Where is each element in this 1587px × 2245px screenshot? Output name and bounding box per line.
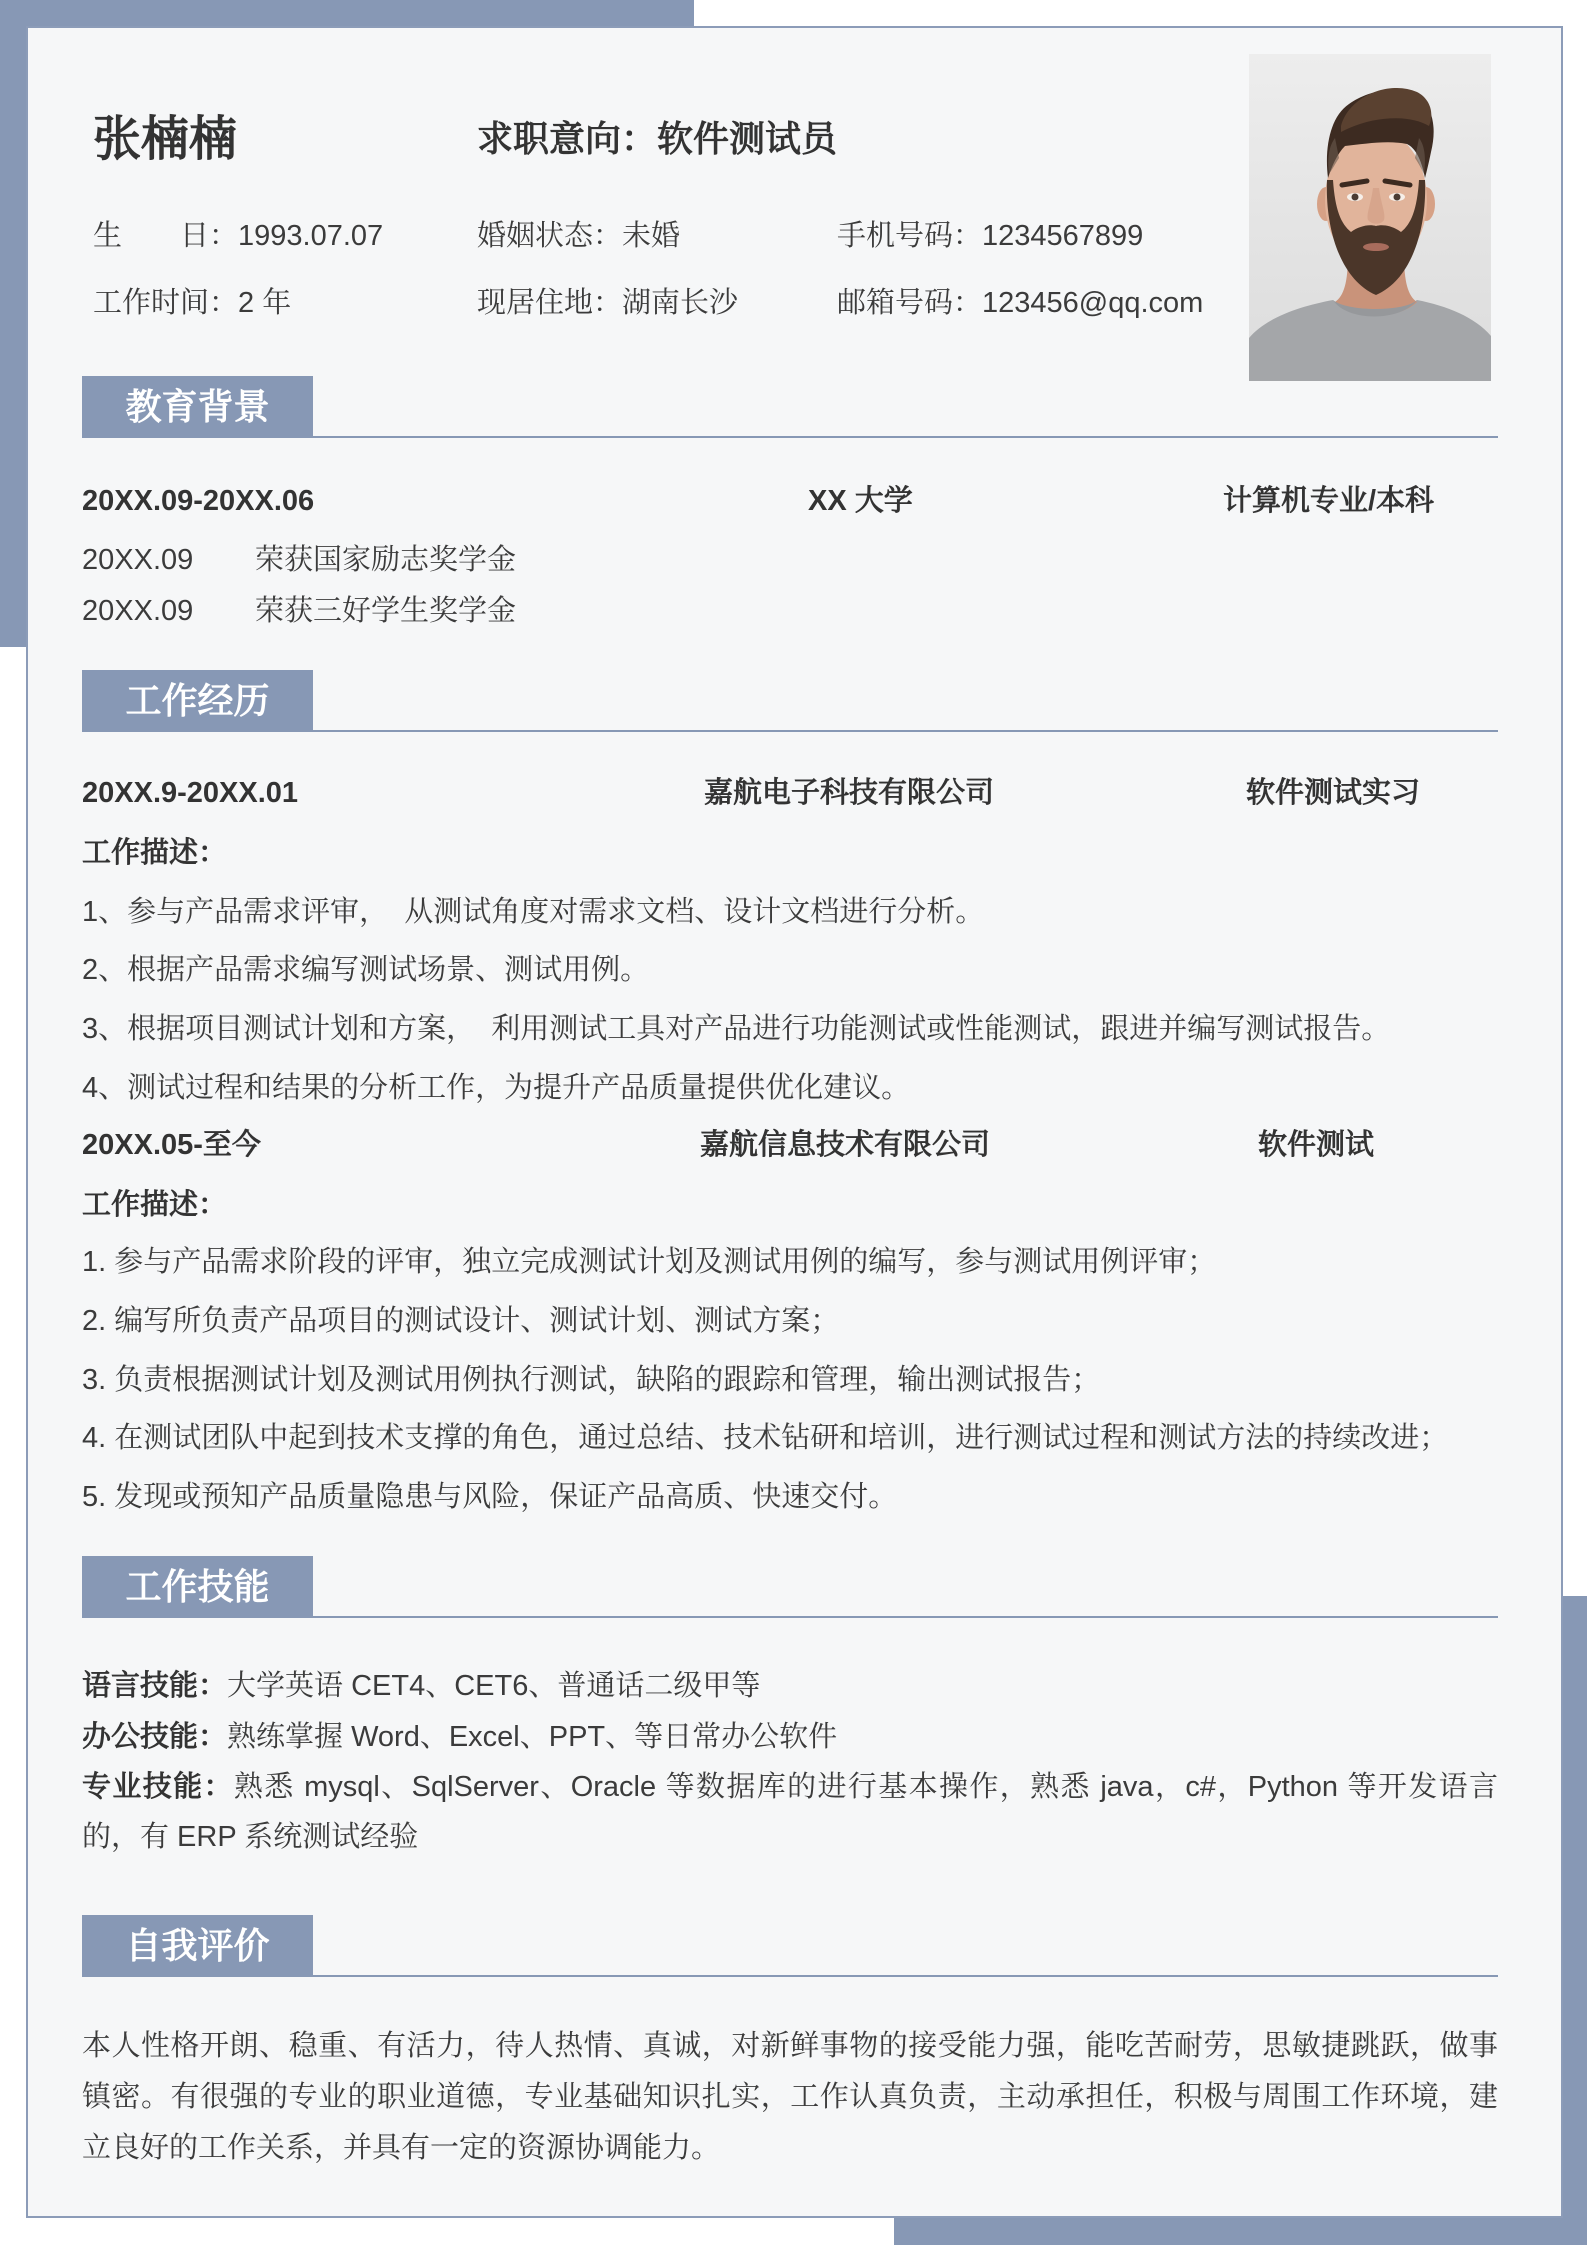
job-duty-item: 2、根据产品需求编写测试场景、测试用例。 bbox=[82, 954, 650, 986]
location-field bbox=[477, 283, 738, 323]
mouth bbox=[1363, 243, 1389, 251]
self-evaluation-text: 本人性格开朗、稳重、有活力，待人热情、真诚，对新鲜事物的接受能力强，能吃苦耐劳，思敏捷跳跃，做事镇密。有很强的专业的职业道德，专业基础知识扎实，工作认真负责，主动承担任，积极与周围工作环境，建立良好的工作关系，并具有一定的资源协调能力。 bbox=[82, 2030, 1498, 2164]
job-period: 20XX.05-至今 bbox=[82, 1129, 261, 1161]
professional-skill-value: 熟悉 mysql、SqlServer、Oracle 等数据库的进行基本操作，熟悉 java，c#，Python 等开发语言的，有 ERP 系统测试经验 bbox=[82, 1771, 1498, 1853]
left-iris bbox=[1352, 194, 1359, 201]
profile-photo bbox=[1249, 54, 1491, 381]
work-divider bbox=[313, 730, 1498, 732]
education-major: 计算机专业/本科 bbox=[1223, 485, 1435, 517]
language-skill-label: 语言技能： bbox=[82, 1670, 228, 1702]
skills-heading: 工作技能 bbox=[82, 1556, 313, 1618]
skills-divider bbox=[313, 1616, 1498, 1618]
job-duty-item: 2. 编写所负责产品项目的测试设计、测试计划、测试方案； bbox=[82, 1305, 840, 1337]
award-title: 荣获国家励志奖学金 bbox=[255, 544, 517, 576]
education-period: 20XX.09-20XX.06 bbox=[82, 485, 315, 517]
self-evaluation-heading: 自我评价 bbox=[82, 1915, 313, 1977]
education-school: XX 大学 bbox=[808, 485, 913, 517]
job-title: 软件测试 bbox=[1258, 1129, 1375, 1161]
birthday-label: 生 日： bbox=[93, 220, 239, 252]
job-duty-item: 4、测试过程和结果的分析工作，为提升产品质量提供优化建议。 bbox=[82, 1072, 911, 1104]
portrait-illustration bbox=[1249, 54, 1491, 381]
work-years-value: 2 年 bbox=[238, 287, 292, 319]
phone-label: 手机号码： bbox=[837, 220, 983, 252]
award-date: 20XX.09 bbox=[82, 595, 194, 627]
job-company: 嘉航电子科技有限公司 bbox=[704, 777, 995, 809]
job-period: 20XX.9-20XX.01 bbox=[82, 777, 299, 809]
birthday-value: 1993.07.07 bbox=[238, 220, 384, 252]
award-date: 20XX.09 bbox=[82, 544, 194, 576]
language-skill bbox=[82, 1666, 760, 1706]
job-duty-item: 1. 参与产品需求阶段的评审，独立完成测试计划及测试用例的编写，参与测试用例评审； bbox=[82, 1246, 1217, 1278]
location-value: 湖南长沙 bbox=[622, 287, 739, 319]
job-objective bbox=[477, 114, 837, 164]
marital-status-value: 未婚 bbox=[622, 220, 681, 252]
self-evaluation-divider bbox=[313, 1975, 1498, 1977]
job-description-label: 工作描述： bbox=[82, 1189, 228, 1221]
education-divider bbox=[313, 436, 1498, 438]
job-duty-item: 3. 负责根据测试计划及测试用例执行测试，缺陷的跟踪和管理，输出测试报告； bbox=[82, 1364, 1101, 1396]
education-heading: 教育背景 bbox=[82, 376, 313, 438]
job-objective-label: 求职意向： bbox=[477, 118, 658, 159]
professional-skill-label: 专业技能： bbox=[82, 1771, 234, 1803]
birthday-field bbox=[93, 216, 383, 256]
work-years-field bbox=[93, 283, 291, 323]
award-title: 荣获三好学生奖学金 bbox=[255, 595, 517, 627]
job-description-label: 工作描述： bbox=[82, 837, 228, 869]
email-value: 123456@qq.com bbox=[982, 287, 1204, 319]
job-title: 软件测试实习 bbox=[1246, 777, 1421, 809]
office-skill-value: 熟练掌握 Word、Excel、PPT、等日常办公软件 bbox=[227, 1721, 838, 1753]
marital-status-field bbox=[477, 216, 680, 256]
work-heading: 工作经历 bbox=[82, 670, 313, 732]
location-label: 现居住地： bbox=[477, 287, 623, 319]
email-field bbox=[837, 283, 1203, 323]
job-duty-item: 4. 在测试团队中起到技术支撑的角色，通过总结、技术钻研和培训，进行测试过程和测试方法的持续改进； bbox=[82, 1422, 1449, 1454]
marital-status-label: 婚姻状态： bbox=[477, 220, 623, 252]
phone-value: 1234567899 bbox=[982, 220, 1144, 252]
job-objective-value: 软件测试员 bbox=[657, 118, 838, 159]
work-years-label: 工作时间： bbox=[93, 287, 239, 319]
job-company: 嘉航信息技术有限公司 bbox=[700, 1129, 991, 1161]
job-duty-item: 5. 发现或预知产品质量隐患与风险，保证产品高质、快速交付。 bbox=[82, 1481, 898, 1513]
right-iris bbox=[1394, 194, 1401, 201]
office-skill bbox=[82, 1717, 837, 1757]
email-label: 邮箱号码： bbox=[837, 287, 983, 319]
language-skill-value: 大学英语 CET4、CET6、普通话二级甲等 bbox=[227, 1670, 761, 1702]
candidate-name: 张楠楠 bbox=[93, 113, 238, 166]
phone-field bbox=[837, 216, 1143, 256]
office-skill-label: 办公技能： bbox=[82, 1721, 228, 1753]
job-duty-item: 3、根据项目测试计划和方案， 利用测试工具对产品进行功能测试或性能测试，跟进并编写测试报告。 bbox=[82, 1013, 1391, 1045]
professional-skill bbox=[82, 1762, 1498, 1862]
job-duty-item: 1、参与产品需求评审， 从测试角度对需求文档、设计文档进行分析。 bbox=[82, 896, 985, 928]
